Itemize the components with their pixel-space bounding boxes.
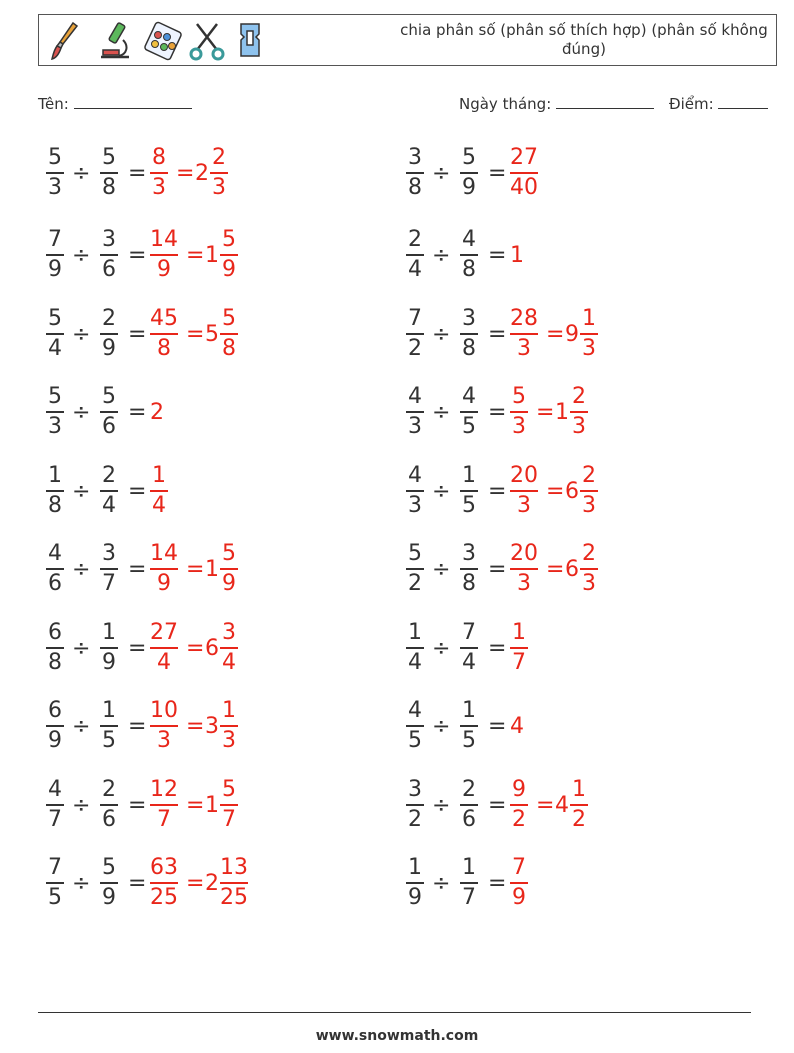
dividend-fraction-denominator: 8 (48, 650, 62, 675)
divisor-fraction (458, 619, 480, 677)
equals-sign: = (488, 400, 507, 425)
mixed-fraction-numerator: 5 (222, 541, 236, 566)
dividend-fraction-numerator: 4 (408, 384, 422, 409)
answer-fraction-numerator: 5 (512, 384, 526, 409)
answer-fraction-denominator: 3 (517, 571, 531, 596)
divisor-fraction-numerator: 3 (462, 306, 476, 331)
equals-sign: = (488, 871, 507, 896)
divisor-fraction-numerator: 3 (102, 541, 116, 566)
mixed-fraction (218, 226, 240, 284)
divisor-fraction-numerator: 5 (102, 145, 116, 170)
divide-sign: ÷ (72, 479, 91, 504)
equals-sign-answer: = (186, 322, 205, 347)
dividend-fraction (44, 776, 66, 834)
equals-sign: = (488, 243, 507, 268)
mixed-fraction-denominator: 3 (582, 571, 596, 596)
answer-fraction-denominator: 3 (152, 175, 166, 200)
answer-fraction (508, 854, 530, 912)
divisor-fraction-numerator: 2 (462, 777, 476, 802)
answer-fraction-numerator: 14 (150, 541, 178, 566)
equals-sign-answer: = (546, 479, 565, 504)
divisor-fraction-denominator: 6 (462, 807, 476, 832)
answer-fraction (148, 226, 180, 284)
mixed-fraction-numerator: 2 (582, 541, 596, 566)
dividend-fraction (404, 383, 426, 441)
answer-fraction-denominator: 8 (157, 336, 171, 361)
divide-sign: ÷ (72, 161, 91, 186)
divisor-fraction-denominator: 6 (102, 807, 116, 832)
answer-fraction-numerator: 1 (512, 620, 526, 645)
answer-fraction-numerator: 63 (150, 855, 178, 880)
answer-fraction-denominator: 25 (150, 885, 178, 910)
divisor-fraction-denominator: 8 (102, 175, 116, 200)
equals-sign-answer: = (536, 400, 555, 425)
dividend-fraction-denominator: 3 (408, 493, 422, 518)
dividend-fraction-denominator: 9 (48, 257, 62, 282)
answer-fraction-numerator: 28 (510, 306, 538, 331)
name-field (38, 94, 192, 113)
divisor-fraction-denominator: 7 (102, 571, 116, 596)
divide-sign: ÷ (72, 793, 91, 818)
answer-fraction (508, 540, 540, 598)
mixed-fraction (218, 305, 240, 363)
dividend-fraction-denominator: 9 (408, 885, 422, 910)
answer-fraction-denominator: 2 (512, 807, 526, 832)
divide-sign: ÷ (72, 871, 91, 896)
divisor-fraction (98, 854, 120, 912)
mixed-whole: 1 (205, 793, 219, 818)
answer-fraction-denominator: 3 (512, 414, 526, 439)
dividend-fraction-numerator: 7 (408, 306, 422, 331)
equals-sign-answer: = (186, 636, 205, 661)
dividend-fraction (404, 226, 426, 284)
divisor-fraction (98, 697, 120, 755)
dividend-fraction-denominator: 7 (48, 807, 62, 832)
dividend-fraction (44, 226, 66, 284)
dividend-fraction-denominator: 4 (408, 257, 422, 282)
mixed-fraction (218, 697, 240, 755)
mixed-fraction-denominator: 25 (220, 885, 248, 910)
divide-sign: ÷ (432, 793, 451, 818)
answer-fraction (508, 462, 540, 520)
date-label: Ngày tháng: (459, 95, 552, 113)
mixed-fraction-denominator: 3 (582, 336, 596, 361)
answer-fraction (148, 305, 180, 363)
dividend-fraction-denominator: 2 (408, 571, 422, 596)
divisor-fraction-denominator: 5 (462, 414, 476, 439)
answer-whole: 2 (150, 400, 164, 425)
dividend-fraction-numerator: 2 (408, 227, 422, 252)
answer-fraction-denominator: 9 (157, 571, 171, 596)
divisor-fraction (98, 383, 120, 441)
divide-sign: ÷ (432, 636, 451, 661)
divide-sign: ÷ (432, 871, 451, 896)
answer-fraction-numerator: 8 (152, 145, 166, 170)
divide-sign: ÷ (432, 479, 451, 504)
mixed-whole: 6 (565, 557, 579, 582)
dividend-fraction (44, 383, 66, 441)
divide-sign: ÷ (72, 636, 91, 661)
answer-fraction-denominator: 3 (517, 336, 531, 361)
divisor-fraction (458, 144, 480, 202)
divisor-fraction-numerator: 5 (102, 384, 116, 409)
dividend-fraction-numerator: 5 (48, 384, 62, 409)
divide-sign: ÷ (432, 400, 451, 425)
scissors-icon (187, 20, 227, 62)
answer-fraction (148, 540, 180, 598)
divide-sign: ÷ (432, 322, 451, 347)
divisor-fraction-numerator: 1 (102, 620, 116, 645)
answer-fraction (508, 144, 540, 202)
answer-fraction (508, 305, 540, 363)
divide-sign: ÷ (72, 714, 91, 739)
equals-sign-answer: = (186, 243, 205, 268)
divisor-fraction-numerator: 3 (462, 541, 476, 566)
answer-fraction-denominator: 3 (157, 728, 171, 753)
equals-sign: = (488, 322, 507, 347)
equals-sign: = (128, 871, 147, 896)
equals-sign: = (128, 557, 147, 582)
dividend-fraction (404, 697, 426, 755)
dividend-fraction (404, 776, 426, 834)
score-blank[interactable] (718, 94, 768, 109)
mixed-fraction (578, 540, 600, 598)
answer-fraction (148, 697, 180, 755)
mixed-fraction-denominator: 9 (222, 257, 236, 282)
divisor-fraction (98, 776, 120, 834)
equals-sign: = (128, 322, 147, 347)
divisor-fraction (458, 697, 480, 755)
paintbrush-icon (47, 20, 87, 62)
divisor-fraction (98, 462, 120, 520)
mixed-fraction (208, 144, 230, 202)
mixed-whole: 1 (555, 400, 569, 425)
mixed-fraction (218, 619, 240, 677)
divisor-fraction-numerator: 2 (102, 463, 116, 488)
dividend-fraction-numerator: 7 (48, 227, 62, 252)
worksheet-title: chia phân số (phân số thích hợp) (phân số không đúng) (400, 21, 768, 58)
dividend-fraction-numerator: 7 (48, 855, 62, 880)
mixed-fraction (218, 854, 250, 912)
name-label: Tên: (38, 95, 69, 113)
dividend-fraction-numerator: 4 (48, 541, 62, 566)
divide-sign: ÷ (432, 714, 451, 739)
divide-sign: ÷ (72, 400, 91, 425)
divisor-fraction-numerator: 1 (102, 698, 116, 723)
equals-sign-answer: = (176, 161, 195, 186)
equals-sign: = (128, 636, 147, 661)
mixed-fraction (578, 462, 600, 520)
divisor-fraction-denominator: 7 (462, 885, 476, 910)
answer-fraction-numerator: 14 (150, 227, 178, 252)
mixed-whole: 4 (555, 793, 569, 818)
mixed-fraction-numerator: 5 (222, 306, 236, 331)
divisor-fraction-denominator: 8 (462, 336, 476, 361)
divisor-fraction-denominator: 4 (102, 493, 116, 518)
mixed-fraction-numerator: 2 (572, 384, 586, 409)
mixed-fraction-numerator: 2 (582, 463, 596, 488)
mixed-fraction-numerator: 2 (212, 145, 226, 170)
answer-fraction-denominator: 7 (157, 807, 171, 832)
answer-fraction-numerator: 1 (152, 463, 166, 488)
mixed-whole: 1 (205, 243, 219, 268)
divisor-fraction-denominator: 4 (462, 650, 476, 675)
answer-fraction-numerator: 27 (510, 145, 538, 170)
dividend-fraction-denominator: 2 (408, 336, 422, 361)
dividend-fraction (404, 144, 426, 202)
mixed-whole: 1 (205, 557, 219, 582)
equals-sign: = (128, 714, 147, 739)
dividend-fraction-denominator: 3 (48, 414, 62, 439)
equals-sign-answer: = (536, 793, 555, 818)
equals-sign: = (488, 557, 507, 582)
dividend-fraction (404, 619, 426, 677)
dividend-fraction-numerator: 4 (408, 463, 422, 488)
dividend-fraction-numerator: 1 (408, 855, 422, 880)
dividend-fraction-numerator: 1 (48, 463, 62, 488)
mixed-fraction-denominator: 3 (222, 728, 236, 753)
divide-sign: ÷ (432, 161, 451, 186)
answer-fraction (148, 619, 180, 677)
divisor-fraction-numerator: 5 (462, 145, 476, 170)
divisor-fraction-denominator: 5 (462, 493, 476, 518)
dividend-fraction-numerator: 4 (408, 698, 422, 723)
date-field (459, 94, 654, 113)
answer-fraction-numerator: 7 (512, 855, 526, 880)
equals-sign: = (128, 243, 147, 268)
divisor-fraction-numerator: 5 (102, 855, 116, 880)
dividend-fraction (404, 305, 426, 363)
dividend-fraction (404, 540, 426, 598)
divisor-fraction (98, 540, 120, 598)
watercolor-palette-icon (143, 20, 183, 62)
divisor-fraction (98, 619, 120, 677)
equals-sign: = (488, 793, 507, 818)
divisor-fraction-denominator: 5 (462, 728, 476, 753)
divisor-fraction-denominator: 5 (102, 728, 116, 753)
dividend-fraction-denominator: 8 (48, 493, 62, 518)
divisor-fraction (98, 144, 120, 202)
divisor-fraction (98, 305, 120, 363)
dividend-fraction-denominator: 9 (48, 728, 62, 753)
divide-sign: ÷ (72, 243, 91, 268)
mixed-fraction-numerator: 13 (220, 855, 248, 880)
divisor-fraction-numerator: 4 (462, 384, 476, 409)
divisor-fraction-denominator: 9 (102, 650, 116, 675)
dividend-fraction (44, 462, 66, 520)
mixed-fraction (218, 540, 240, 598)
dividend-fraction-numerator: 3 (408, 777, 422, 802)
equals-sign-answer: = (546, 322, 565, 347)
mixed-fraction (568, 776, 590, 834)
equals-sign: = (488, 161, 507, 186)
mixed-whole: 6 (205, 636, 219, 661)
mixed-fraction-numerator: 5 (222, 227, 236, 252)
dividend-fraction (404, 462, 426, 520)
answer-fraction-numerator: 20 (510, 463, 538, 488)
dividend-fraction-denominator: 3 (48, 175, 62, 200)
divisor-fraction (458, 305, 480, 363)
mixed-fraction-numerator: 1 (222, 698, 236, 723)
dividend-fraction (44, 305, 66, 363)
divisor-fraction-numerator: 2 (102, 777, 116, 802)
pencil-sharpener-icon (233, 20, 273, 62)
footer-divider (38, 1012, 751, 1013)
answer-fraction (508, 383, 530, 441)
answer-fraction-denominator: 40 (510, 175, 538, 200)
divisor-fraction-denominator: 9 (102, 336, 116, 361)
answer-fraction-numerator: 27 (150, 620, 178, 645)
dividend-fraction (44, 540, 66, 598)
mixed-fraction-numerator: 5 (222, 777, 236, 802)
mixed-whole: 9 (565, 322, 579, 347)
divisor-fraction-denominator: 8 (462, 257, 476, 282)
dividend-fraction-denominator: 4 (408, 650, 422, 675)
divisor-fraction-denominator: 6 (102, 257, 116, 282)
footer-url: www.snowmath.com (315, 1028, 479, 1044)
divide-sign: ÷ (72, 557, 91, 582)
answer-fraction-denominator: 4 (152, 493, 166, 518)
divisor-fraction-numerator: 1 (462, 698, 476, 723)
equals-sign: = (488, 636, 507, 661)
dividend-fraction (44, 697, 66, 755)
answer-fraction-numerator: 12 (150, 777, 178, 802)
mixed-fraction-numerator: 1 (572, 777, 586, 802)
mixed-fraction (578, 305, 600, 363)
divisor-fraction-numerator: 4 (462, 227, 476, 252)
mixed-fraction-denominator: 2 (572, 807, 586, 832)
answer-fraction (148, 144, 170, 202)
equals-sign: = (488, 479, 507, 504)
divisor-fraction-numerator: 1 (462, 463, 476, 488)
score-label: Điểm: (669, 95, 714, 113)
dividend-fraction-numerator: 5 (48, 145, 62, 170)
mixed-fraction-denominator: 4 (222, 650, 236, 675)
equals-sign-answer: = (186, 793, 205, 818)
dividend-fraction-denominator: 8 (408, 175, 422, 200)
mixed-fraction-denominator: 3 (212, 175, 226, 200)
mixed-fraction-denominator: 8 (222, 336, 236, 361)
answer-fraction (508, 776, 530, 834)
divide-sign: ÷ (432, 243, 451, 268)
divisor-fraction (98, 226, 120, 284)
equals-sign-answer: = (186, 557, 205, 582)
answer-fraction-numerator: 45 (150, 306, 178, 331)
equals-sign-answer: = (186, 871, 205, 896)
divisor-fraction (458, 383, 480, 441)
mixed-whole: 2 (195, 161, 209, 186)
divisor-fraction (458, 462, 480, 520)
dividend-fraction-numerator: 1 (408, 620, 422, 645)
divisor-fraction-denominator: 9 (102, 885, 116, 910)
dividend-fraction-numerator: 5 (48, 306, 62, 331)
mixed-whole: 2 (205, 871, 219, 896)
equals-sign: = (488, 714, 507, 739)
divisor-fraction-numerator: 2 (102, 306, 116, 331)
mixed-fraction-denominator: 7 (222, 807, 236, 832)
dividend-fraction-numerator: 6 (48, 620, 62, 645)
answer-fraction (508, 619, 530, 677)
microscope-icon (95, 20, 135, 62)
mixed-fraction-denominator: 3 (572, 414, 586, 439)
mixed-whole: 3 (205, 714, 219, 739)
dividend-fraction (44, 619, 66, 677)
dividend-fraction-numerator: 5 (408, 541, 422, 566)
answer-fraction-denominator: 3 (517, 493, 531, 518)
answer-fraction (148, 776, 180, 834)
mixed-fraction (568, 383, 590, 441)
answer-fraction (148, 462, 170, 520)
name-blank[interactable] (74, 94, 192, 109)
divide-sign: ÷ (72, 322, 91, 347)
divisor-fraction-denominator: 8 (462, 571, 476, 596)
mixed-fraction-numerator: 3 (222, 620, 236, 645)
divisor-fraction (458, 854, 480, 912)
answer-fraction-numerator: 20 (510, 541, 538, 566)
answer-whole: 4 (510, 714, 524, 739)
dividend-fraction-numerator: 3 (408, 145, 422, 170)
divisor-fraction-numerator: 3 (102, 227, 116, 252)
equals-sign: = (128, 161, 147, 186)
answer-fraction-numerator: 10 (150, 698, 178, 723)
divisor-fraction-denominator: 6 (102, 414, 116, 439)
answer-fraction-denominator: 9 (512, 885, 526, 910)
dividend-fraction-numerator: 6 (48, 698, 62, 723)
worksheet-header (38, 14, 777, 66)
answer-fraction-denominator: 9 (157, 257, 171, 282)
mixed-whole: 6 (565, 479, 579, 504)
answer-fraction-numerator: 9 (512, 777, 526, 802)
dividend-fraction (44, 144, 66, 202)
dividend-fraction-denominator: 4 (48, 336, 62, 361)
dividend-fraction-denominator: 6 (48, 571, 62, 596)
answer-fraction-denominator: 4 (157, 650, 171, 675)
mixed-fraction (218, 776, 240, 834)
divisor-fraction-numerator: 7 (462, 620, 476, 645)
divisor-fraction-denominator: 9 (462, 175, 476, 200)
dividend-fraction (404, 854, 426, 912)
equals-sign: = (128, 400, 147, 425)
answer-whole: 1 (510, 243, 524, 268)
mixed-fraction-denominator: 3 (582, 493, 596, 518)
divisor-fraction (458, 776, 480, 834)
dividend-fraction (44, 854, 66, 912)
divide-sign: ÷ (432, 557, 451, 582)
dividend-fraction-denominator: 2 (408, 807, 422, 832)
dividend-fraction-denominator: 5 (48, 885, 62, 910)
divisor-fraction (458, 540, 480, 598)
dividend-fraction-denominator: 5 (408, 728, 422, 753)
date-blank[interactable] (556, 94, 654, 109)
answer-fraction (148, 854, 180, 912)
score-field (669, 94, 768, 113)
equals-sign: = (128, 793, 147, 818)
equals-sign: = (128, 479, 147, 504)
mixed-fraction-denominator: 9 (222, 571, 236, 596)
dividend-fraction-numerator: 4 (48, 777, 62, 802)
mixed-whole: 5 (205, 322, 219, 347)
equals-sign-answer: = (186, 714, 205, 739)
dividend-fraction-denominator: 3 (408, 414, 422, 439)
equals-sign-answer: = (546, 557, 565, 582)
divisor-fraction (458, 226, 480, 284)
answer-fraction-denominator: 7 (512, 650, 526, 675)
mixed-fraction-numerator: 1 (582, 306, 596, 331)
divisor-fraction-numerator: 1 (462, 855, 476, 880)
